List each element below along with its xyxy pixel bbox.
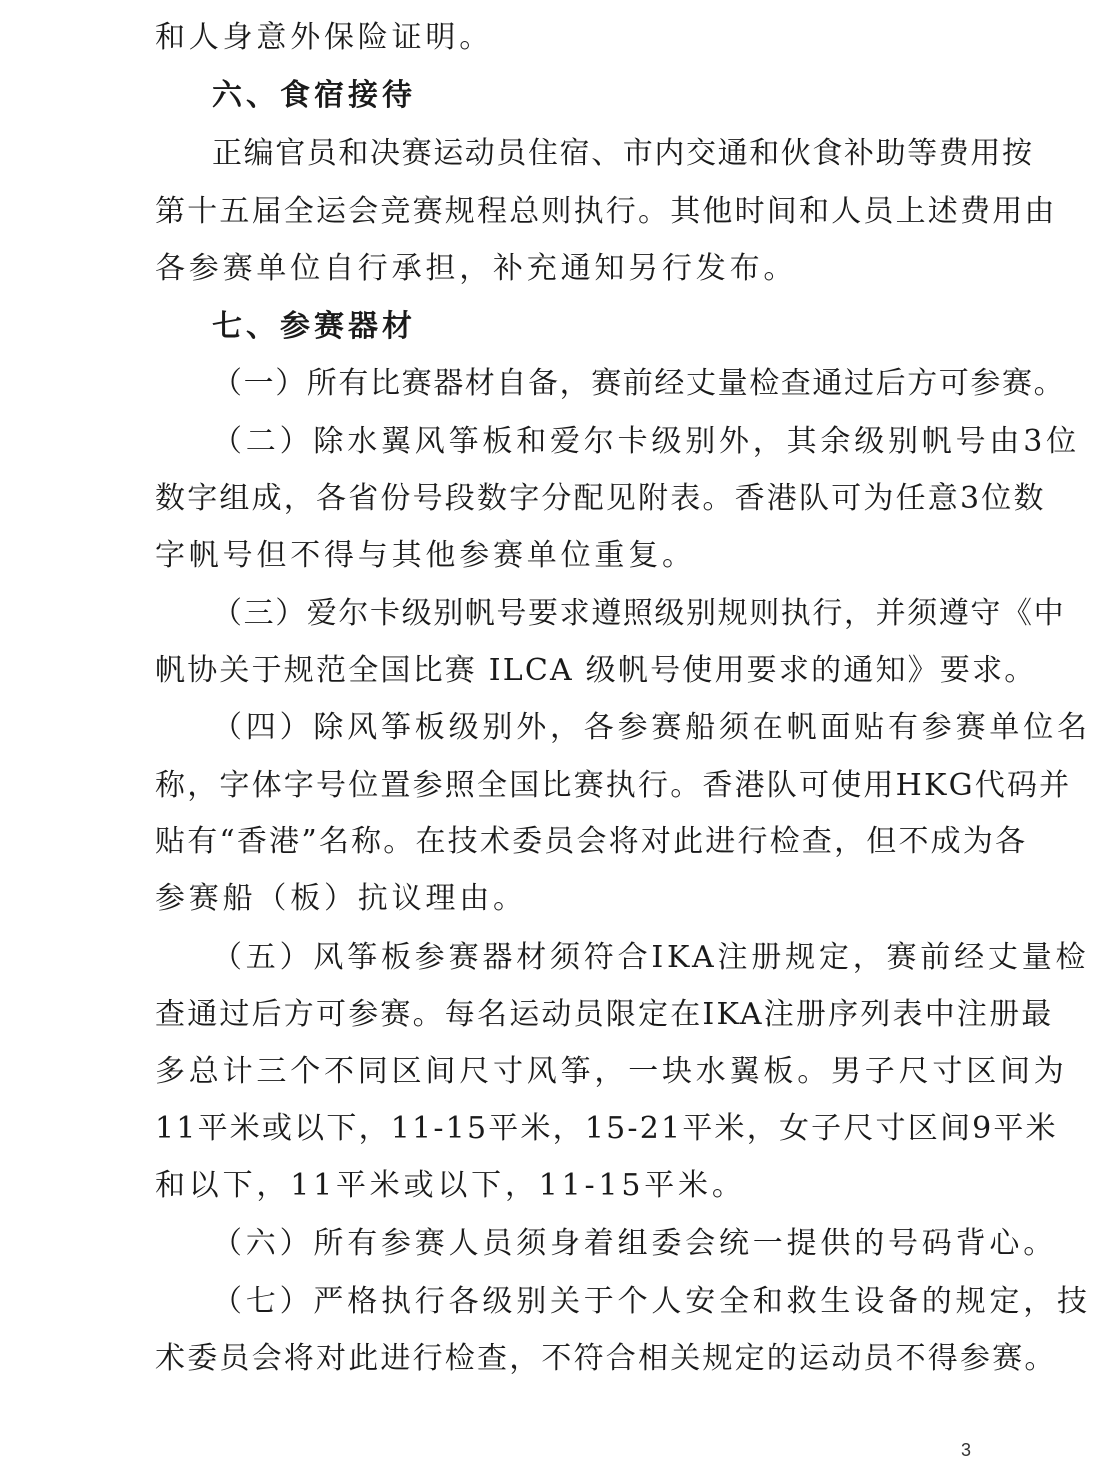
text-line: （七）严格执行各级别关于个人安全和救生设备的规定，技 <box>212 1284 1091 1319</box>
text-line: 帆协关于规范全国比赛 ILCA 级帆号使用要求的通知》要求。 <box>155 653 1037 688</box>
page-number: 3 <box>960 1440 971 1460</box>
text-line: （五）风筝板参赛器材须符合IKA注册规定，赛前经丈量检 <box>212 940 1090 975</box>
text-line: 参赛船（板）抗议理由。 <box>155 881 527 916</box>
text-line: （二）除水翼风筝板和爱尔卡级别外，其余级别帆号由3位 <box>212 424 1080 459</box>
text-line: 术委员会将对此进行检查，不符合相关规定的运动员不得参赛。 <box>155 1341 1057 1376</box>
text-line: 字帆号但不得与其他参赛单位重复。 <box>155 538 696 573</box>
text-line: 第十五届全运会竞赛规程总则执行。其他时间和人员上述费用由 <box>155 194 1057 229</box>
text-line: 和以下，11平米或以下，11-15平米。 <box>155 1168 746 1203</box>
text-line: 11平米或以下，11-15平米，15-21平米，女子尺寸区间9平米 <box>155 1111 1058 1146</box>
section-heading-equipment: 七、参赛器材 <box>212 309 416 344</box>
section-heading-accommodation: 六、食宿接待 <box>212 78 416 113</box>
text-line: （三）爱尔卡级别帆号要求遵照级别规则执行，并须遵守《中 <box>212 596 1066 631</box>
text-line: 贴有“香港”名称。在技术委员会将对此进行检查，但不成为各 <box>155 824 1028 859</box>
text-line: 查通过后方可参赛。每名运动员限定在IKA注册序列表中注册最 <box>155 997 1054 1032</box>
text-line: 正编官员和决赛运动员住宿、市内交通和伙食补助等费用按 <box>212 136 1034 171</box>
text-line: （一）所有比赛器材自备，赛前经丈量检查通过后方可参赛。 <box>212 366 1066 401</box>
text-line: 多总计三个不同区间尺寸风筝，一块水翼板。男子尺寸区间为 <box>155 1054 1068 1089</box>
text-line: 数字组成，各省份号段数字分配见附表。香港队可为任意3位数 <box>155 481 1046 516</box>
text-line: 各参赛单位自行承担，补充通知另行发布。 <box>155 251 798 286</box>
text-line: 和人身意外保险证明。 <box>155 20 493 55</box>
text-line: 称，字体字号位置参照全国比赛执行。香港队可使用HKG代码并 <box>155 768 1072 803</box>
text-line: （四）除风筝板级别外，各参赛船须在帆面贴有参赛单位名 <box>212 710 1091 745</box>
text-line: （六）所有参赛人员须身着组委会统一提供的号码背心。 <box>212 1226 1057 1261</box>
